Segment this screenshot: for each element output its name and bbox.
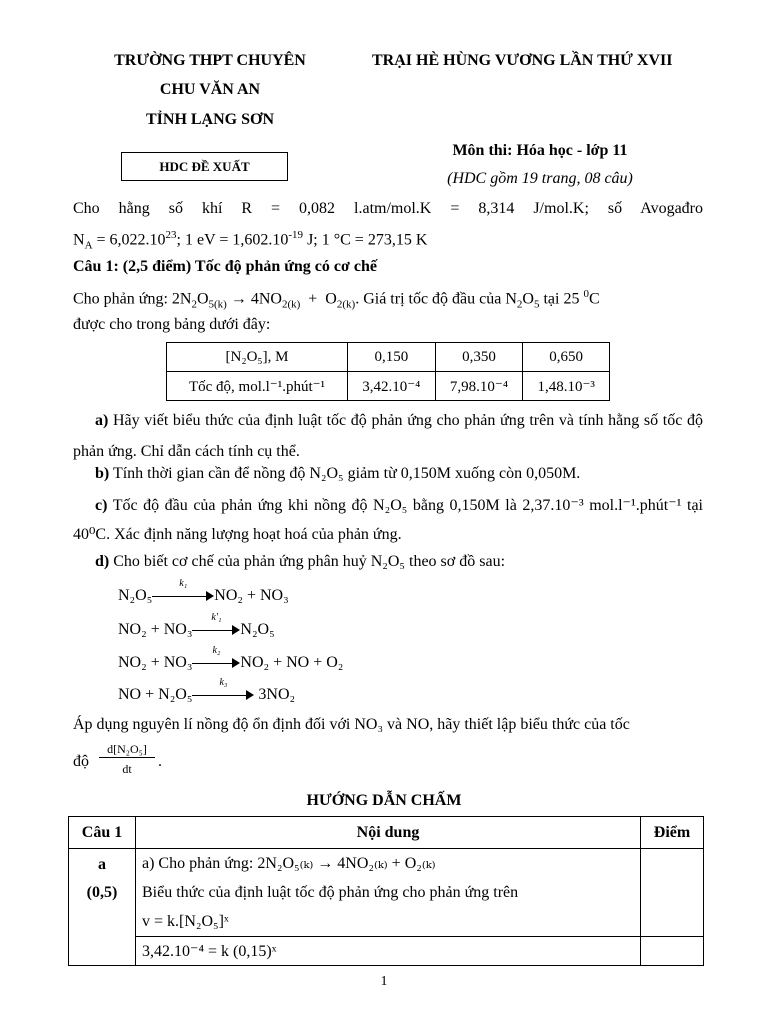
mechanism-step: N₂O₅ k₁ NO₂ + NO₃ [118,578,289,604]
rate-cell: 7,98.10⁻⁴ [435,372,523,401]
school-name-line3: TỈNH LẠNG SƠN [145,111,275,128]
concentration-cell: 0,650 [523,343,610,372]
col-question: Câu 1 [69,817,136,849]
subject-line: Môn thi: Hóa học - lớp 11 [452,142,628,159]
question-intro: Cho phản ứng: $2N_2O_{5(k)} \to 4NO_{2(k)} + O_{2(k)}$. Giá trị tốc độ đầu của $N_2O_5$ tại 25 $^0$C [73,288,600,311]
rate-table-header: [N₂O₅], M [167,343,348,372]
school-name-line1: TRƯỜNG THPT CHUYÊN [114,52,306,69]
camp-title: TRẠI HÈ HÙNG VƯƠNG LẦN THỨ XVII [372,52,673,69]
school-name-line2: CHU VĂN AN [159,81,261,98]
col-score: Điểm [641,817,704,849]
grading-table [68,816,704,966]
part-c: c) Tốc độ đầu của phản ứng khi nồng độ N₂O₅ bằng 0,150M là 2,37.10⁻³ mol.l⁻¹.phút⁻¹ tại 40⁰C. Xác định năng lượng hoạt hoá của phản ứng. [73,497,703,543]
rate-cell: 1,48.10⁻³ [523,372,610,401]
concentration-cell: 0,350 [435,343,523,372]
col-content: Nội dung [136,817,641,849]
fraction-denominator: dt [122,762,132,776]
constants-line2: $N_A = 6,022.10^{23}$; 1 eV = $1,602.10^{-19}$ J; 1 °C = 273,15 K [73,229,428,252]
mechanism-step: NO + N₂O₅ k₃ 3NO₂ [118,677,296,703]
mechanism-step: NO₂ + NO₃ k₂ NO₂ + NO + O₂ [118,645,344,671]
page-number: 1 [380,974,388,989]
score-cell [641,937,704,966]
question-part-cell: a (0,5) [69,849,136,966]
answer-content: a) Cho phản ứng: 2N₂O₅₍ₖ₎ → 4NO₂₍ₖ₎ + O₂₍ₖ₎ Biểu thức của định luật tốc độ phản ứng cho phản ứng trên v = k.[N₂O₅]ˣ [136,849,641,937]
concentration-cell: 0,150 [348,343,436,372]
grading-title: HƯỚNG DẪN CHẤM [306,792,462,809]
part-d: d) Cho biết cơ chế của phản ứng phân huỷ N₂O₅ theo sơ đồ sau: [95,553,506,570]
rate-table-header: Tốc độ, mol.l⁻¹.phút⁻¹ [167,372,348,401]
question-title: Câu 1: (2,5 điểm) Tốc độ phản ứng có cơ chế [73,258,377,275]
rate-cell: 3,42.10⁻⁴ [348,372,436,401]
part-a: a) Hãy viết biểu thức của định luật tốc độ phản ứng cho phản ứng trên và tính hằng số tốc độ phản ứng. Chỉ dẫn cách tính cụ thể. [73,412,703,460]
proposal-badge: HDC ĐỀ XUẤT [121,152,288,181]
constants-line1: Cho hằng số khí R = 0,082 l.atm/mol.K = 8,314 J/mol.K; số Avogađro [73,200,703,217]
question-intro-line2: được cho trong bảng dưới đây: [73,316,271,333]
rate-table [166,342,610,401]
score-cell [641,849,704,937]
fraction-numerator: d[N₂O₅] [99,742,155,758]
part-b: b) Tính thời gian cần để nồng độ N₂O₅ giảm từ 0,150M xuống còn 0,050M. [95,465,581,482]
mechanism-step: NO₂ + NO₃ k'₁ N₂O₅ [118,612,275,638]
pages-note: (HDC gồm 19 trang, 08 câu) [447,170,633,187]
answer-content: 3,42.10⁻⁴ = k (0,15)ˣ [136,937,641,966]
steady-state-line1: Áp dụng nguyên lí nồng độ ổn định đối với NO₃ và NO, hãy thiết lập biểu thức của tốc [73,716,630,733]
